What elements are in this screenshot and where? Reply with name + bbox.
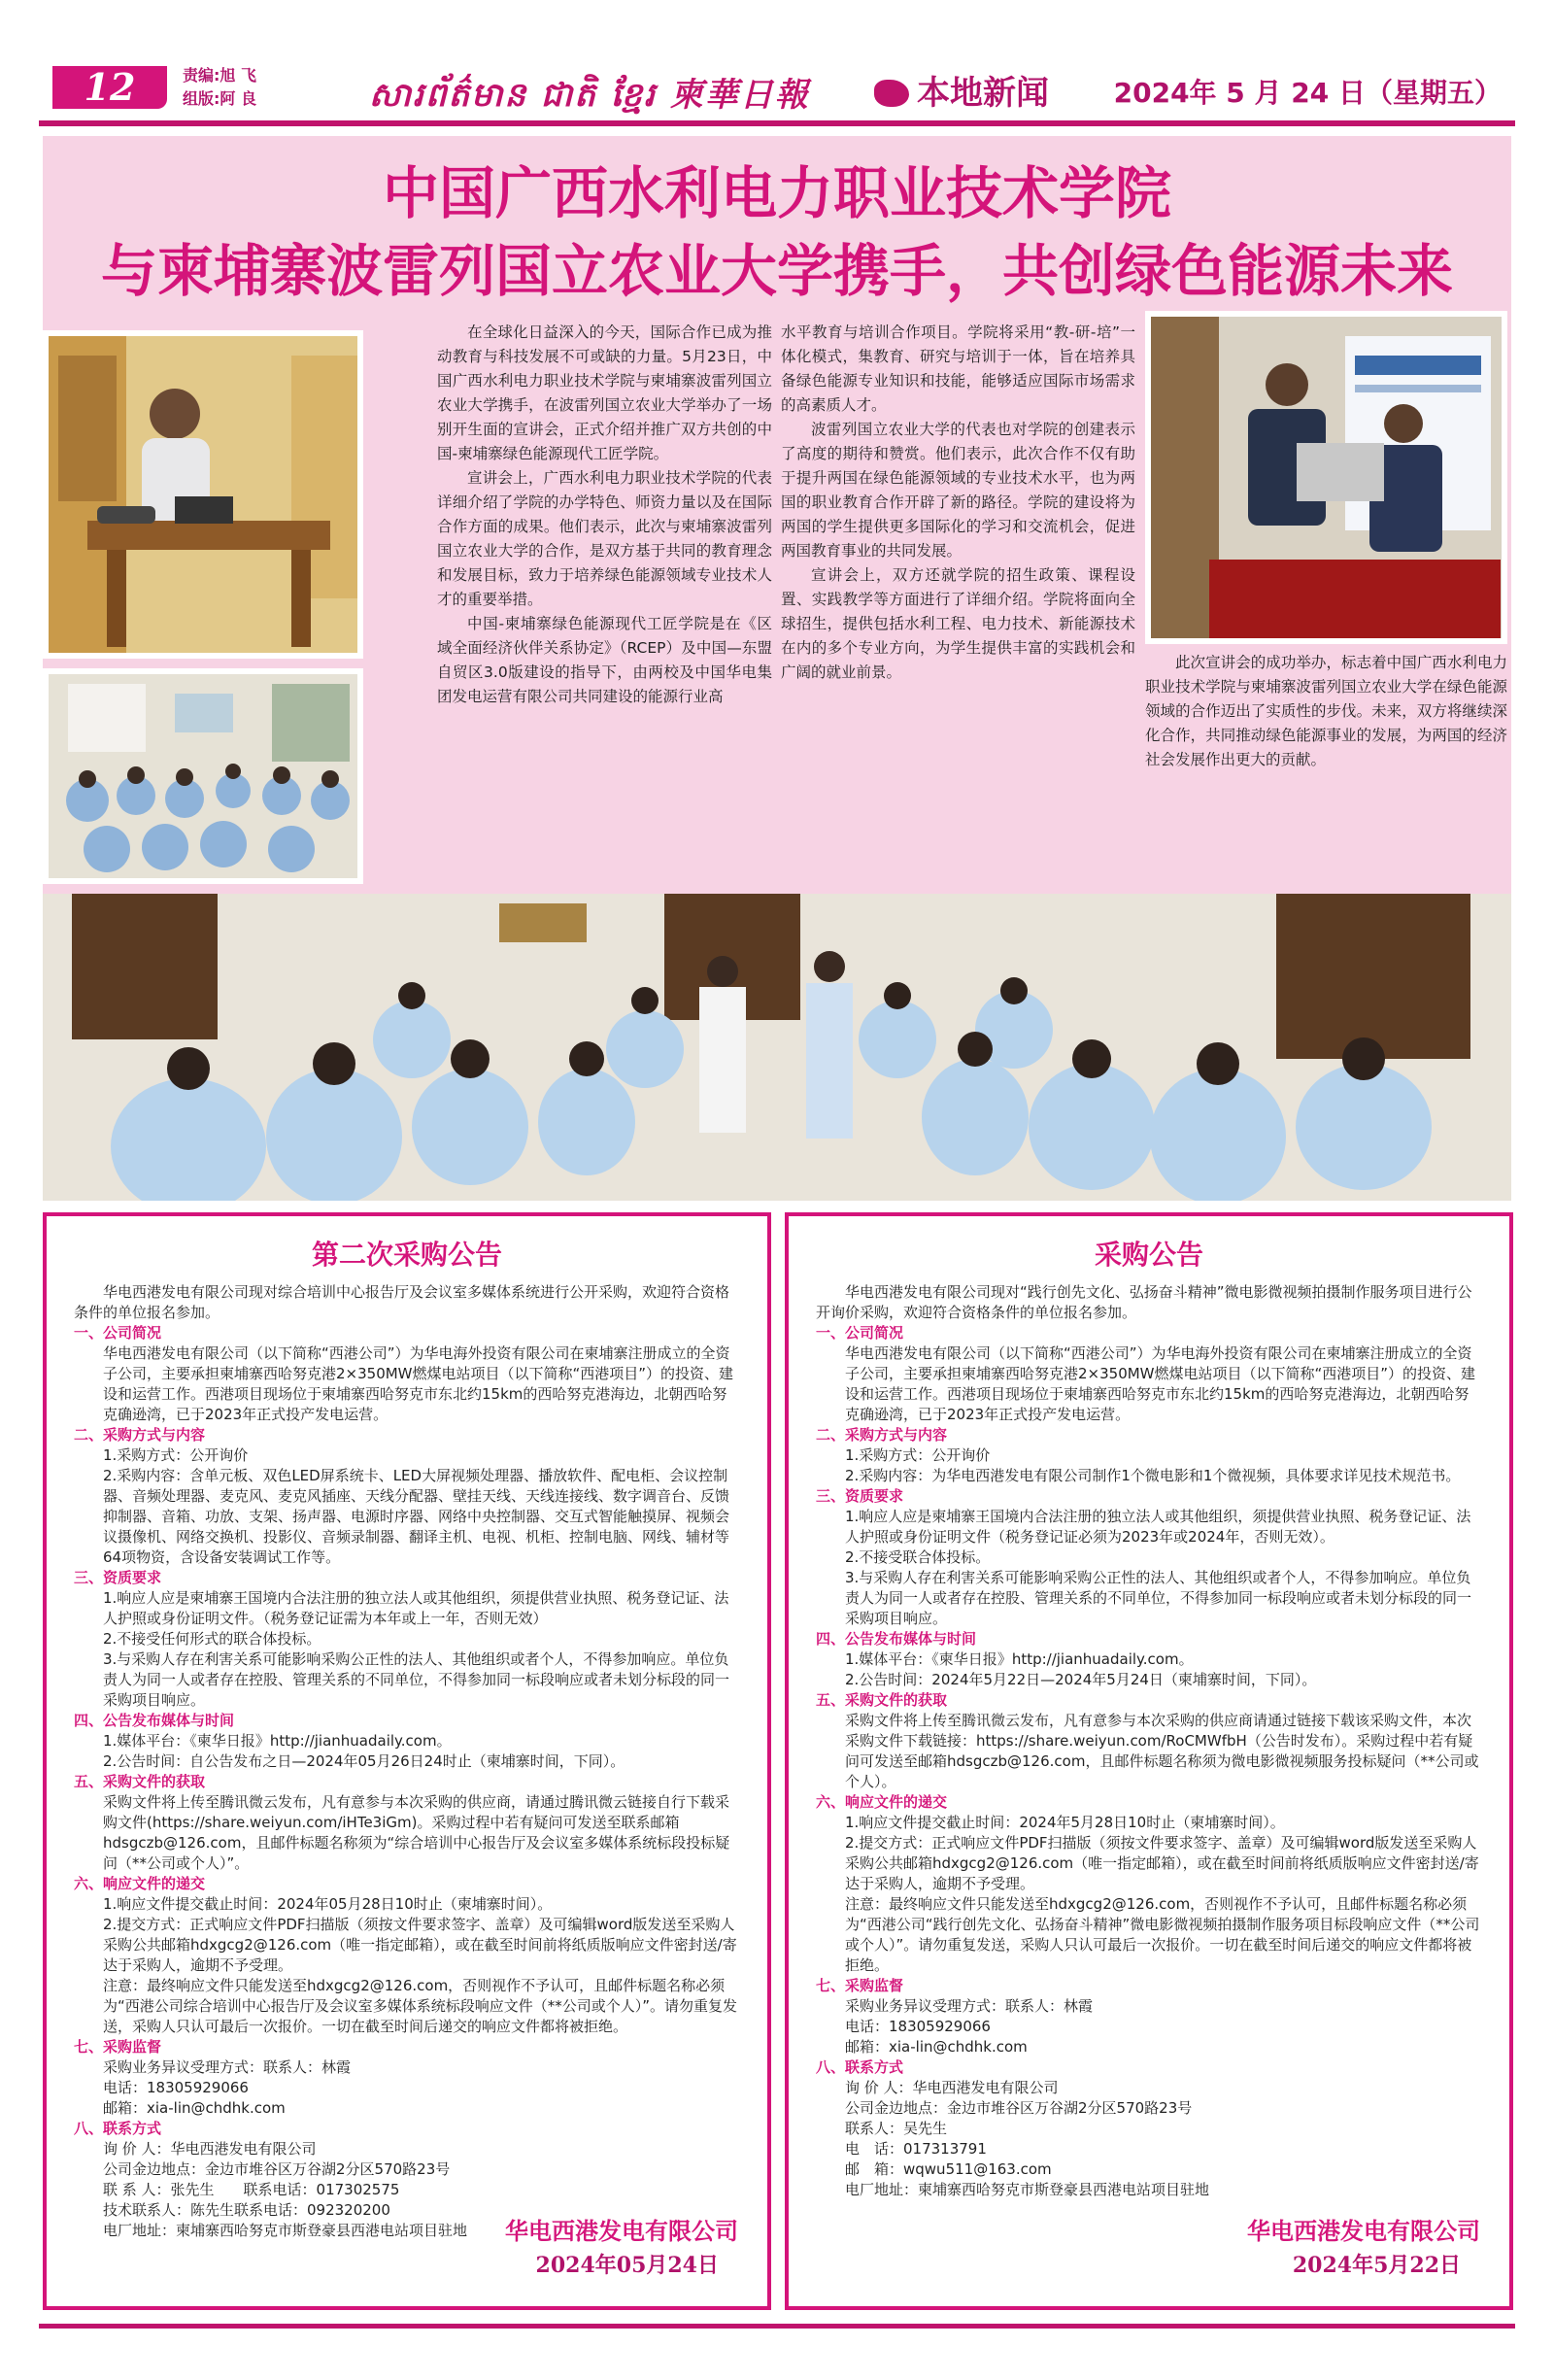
notice-intro: 华电西港发电有限公司现对综合培训中心报告厅及会议室多媒体系统进行公开采购，欢迎符合资格条件的单位报名参加。: [74, 1283, 730, 1321]
notice-line: 电厂地址：柬埔寨西哈努克市斯登豪县西港电站项目驻地: [103, 2222, 468, 2239]
article-paragraph: 此次宣讲会的成功举办，标志着中国广西水利电力职业技术学院与柬埔寨波雷列国立农业大学在绿色能源领域的合作迈出了实质性的步伐。未来，双方将继续深化合作，共同推动绿色能源事业的发展，为两国的经济社会发展作出更大的贡献。: [1145, 654, 1507, 768]
notice-section-heading: 四、公告发布媒体与时间: [816, 1630, 977, 1648]
notice-line: 采购文件将上传至腾讯微云发布，凡有意参与本次采购的供应商，请通过腾讯微云链接自行下载采购文件(https://share.weiyun.com/iHTe3iGm)。采购过程中若有疑问可发送至联系邮箱hdsgczb@126.com，且邮件标题名称须为“综合培训中心报告厅及会议室多媒体系统标段投标疑问（**公司或个人）”。: [103, 1793, 730, 1872]
notice-line: 电厂地址：柬埔寨西哈努克市斯登豪县西港电站项目驻地: [845, 2181, 1210, 2198]
notice-line: 公司金边地点：金边市堆谷区万谷湖2分区570路23号: [103, 2160, 451, 2178]
notice-line: 1.媒体平台：《柬华日报》http://jianhuadaily.com。: [103, 1732, 452, 1750]
article-headline-line2: 与柬埔寨波雷列国立农业大学携手，共创绿色能源未来: [100, 238, 1453, 304]
article-paragraph: 水平教育与培训合作项目。学院将采用“教-研-培”一体化模式，集教育、研究与培训于一体，旨在培养具备绿色能源专业知识和技能，能够适应国际市场需求的高素质人才。: [781, 323, 1135, 414]
classroom-photo: [43, 668, 363, 884]
notice-body: [789, 1282, 1509, 2200]
notice-section-heading: 七、采购监督: [74, 2038, 162, 2056]
notice-line: 1.媒体平台：《柬华日报》http://jianhuadaily.com。: [845, 1650, 1194, 1668]
header-divider: [39, 120, 1515, 126]
notice-line: 2.公告时间：自公告发布之日—2024年05月26日24时止（柬埔寨时间，下同）。: [103, 1752, 625, 1770]
notice-section-heading: 四、公告发布媒体与时间: [74, 1712, 235, 1729]
article-paragraph: 宣讲会上，广西水利电力职业技术学院的代表详细介绍了学院的办学特色、师资力量以及在国际合作方面的成果。他们表示，此次与柬埔寨波雷列国立农业大学的合作，是双方基于共同的教育理念和发展目标，致力于培养绿色能源领域专业技术人才的重要举措。: [437, 469, 772, 608]
notice-line: 华电西港发电有限公司（以下简称“西港公司”）为华电海外投资有限公司在柬埔寨注册成立的全资子公司，主要承担柬埔寨西哈努克港2×350MW燃煤电站项目（以下简称“西港项目”）的投资、建设和运营工作。西港项目现场位于柬埔寨西哈努克市东北约15km的西哈努克港海边，北朝西哈努克确逊湾，已于2023年正式投产发电运营。: [845, 1344, 1476, 1423]
editor-name: 责编:旭 飞: [183, 66, 256, 85]
notice-signature: 华电西港发电有限公司: [1247, 2218, 1480, 2245]
article-paragraph: 中国-柬埔寨绿色能源现代工匠学院是在《区域全面经济伙伴关系协定》（RCEP）及中国—东盟自贸区3.0版建设的指导下，由两校及中国华电集团发电运营有限公司共同建设的能源行业高: [437, 615, 772, 705]
issue-date: 2024年 5 月 24 日（星期五）: [1113, 77, 1502, 109]
notice-line: 技术联系人：陈先生联系电话：092320200: [103, 2201, 390, 2219]
notice-line: 联 系 人：张先生 联系电话：017302575: [103, 2181, 400, 2198]
procurement-notice-right: [785, 1212, 1513, 2310]
article-paragraph: 宣讲会上，双方还就学院的招生政策、课程设置、实践教学等方面进行了详细介绍。学院将面向全球招生，提供包括水利工程、电力技术、新能源技术在内的多个专业方向，为学生提供丰富的实践机会和广阔的就业前景。: [781, 566, 1135, 681]
notice-line: 注意：最终响应文件只能发送至hdxgcg2@126.com，否则视作不予认可，且邮件标题名称必须为“西港公司综合培训中心报告厅及会议室多媒体系统标段响应文件（**公司或个人）”。请勿重复发送，采购人只认可最后一次报价。一切在截至时间后递交的响应文件都将被拒绝。: [103, 1977, 738, 2035]
notice-line: 电话：18305929066: [845, 2018, 991, 2035]
notice-date: 2024年5月22日: [1292, 2253, 1461, 2278]
notice-line: 1.响应人应是柬埔寨王国境内合法注册的独立法人或其他组织，须提供营业执照、税务登记证、法人护照或身份证明文件（税务登记证必须为2023年或2024年，否则无效）。: [845, 1508, 1471, 1546]
notice-line: 邮 箱：wqwu511@163.com: [845, 2160, 1052, 2178]
layout-name: 组版:阿 良: [183, 89, 256, 108]
notice-line: 2.采购内容：为华电西港发电有限公司制作1个微电影和1个微视频，具体要求详见技术规范书。: [845, 1467, 1461, 1484]
notice-section-heading: 二、采购方式与内容: [74, 1426, 206, 1444]
notice-section-heading: 三、资质要求: [816, 1487, 904, 1505]
notice-line: 询 价 人：华电西港发电有限公司: [845, 2079, 1059, 2096]
article-headline-line1: 中国广西水利电力职业技术学院: [382, 160, 1171, 226]
notice-lines: [816, 1323, 1480, 2200]
notice-line: 1.响应文件提交截止时间：2024年5月28日10时止（柬埔寨时间）。: [845, 1814, 1285, 1831]
notice-section-heading: 五、采购文件的获取: [74, 1773, 206, 1790]
notice-section-heading: 二、采购方式与内容: [816, 1426, 948, 1444]
notice-line: 1.采购方式：公开询价: [845, 1446, 991, 1464]
notice-date: 2024年05月24日: [535, 2253, 719, 2278]
notice-section-heading: 五、采购文件的获取: [816, 1691, 948, 1709]
procurement-notice-left: [43, 1212, 771, 2310]
notice-signature: 华电西港发电有限公司: [505, 2218, 738, 2245]
notice-line: 2.提交方式：正式响应文件PDF扫描版（须按文件要求签字、盖章）及可编辑word版发送至采购人采购公共邮箱hdxgcg2@126.com（唯一指定邮箱），或在截至时间前将纸质版响应文件密封送/寄达于采购人，逾期不予受理。: [845, 1834, 1479, 1892]
notice-line: 3.与采购人存在利害关系可能影响采购公正性的法人、其他组织或者个人，不得参加响应。单位负责人为同一人或者存在控股、管理关系的不同单位，不得参加同一标段响应或者未划分标段的同一采购项目响应。: [103, 1650, 730, 1709]
article-paragraph: 波雷列国立农业大学的代表也对学院的创建表示了高度的期待和赞赏。他们表示，此次合作不仅有助于提升两国在绿色能源领域的专业技术水平，也为两国的职业教育合作开辟了新的路径。学院的建设将为两国的学生提供更多国际化的学习和交流机会，促进两国教育事业的共同发展。: [781, 421, 1135, 560]
notice-section-heading: 三、资质要求: [74, 1569, 162, 1586]
notice-section-heading: 八、联系方式: [816, 2058, 904, 2076]
editor-credits: [183, 64, 256, 111]
cambodia-map-icon: [874, 80, 909, 107]
page-number: 12: [52, 66, 167, 109]
notice-line: 2.采购内容：含单元板、双色LED屏系统卡、LED大屏视频处理器、播放软件、配电柜、会议控制器、音频处理器、麦克风、麦克风插座、天线分配器、壁挂天线、天线连接线、数字调音台、反馈抑制器、音箱、功放、支架、扬声器、电源时序器、网络中央控制器、交互式智能触摸屏、视频会议摄像机、网络交换机、投影仪、音频录制器、翻译主机、电视、机柜、控制电脑、网线、辅材等64项物资，含设备安装调试工作等。: [103, 1467, 730, 1566]
page-header: [39, 62, 1515, 117]
section-label: 本地新闻: [917, 74, 1049, 113]
notice-line: 电话：18305929066: [103, 2079, 249, 2096]
notice-section-heading: 八、联系方式: [74, 2120, 162, 2137]
section-title: [874, 66, 1049, 114]
notice-line: 询 价 人：华电西港发电有限公司: [103, 2140, 317, 2158]
notice-body: [47, 1282, 767, 2241]
notice-line: 电 话：017313791: [845, 2140, 987, 2158]
article-column-3: [1145, 651, 1507, 772]
notice-line: 1.响应文件提交截止时间：2024年05月28日10时止（柬埔寨时间）。: [103, 1895, 553, 1913]
notice-title: 采购公告: [1094, 1239, 1203, 1271]
notice-line: 华电西港发电有限公司（以下简称“西港公司”）为华电海外投资有限公司在柬埔寨注册成立的全资子公司，主要承担柬埔寨西哈努克港2×350MW燃煤电站项目（以下简称“西港项目”）的投资、建设和运营工作。西港项目现场位于柬埔寨西哈努克市东北约15km的西哈努克港海边，北朝西哈努克确逊湾，已于2023年正式投产发电运营。: [103, 1344, 734, 1423]
notice-section-heading: 一、公司简况: [74, 1324, 162, 1342]
news-article: [43, 136, 1511, 1201]
notice-line: 采购业务异议受理方式：联系人：林霞: [845, 1997, 1094, 2015]
notice-line: 邮箱：xia-lin@chdhk.com: [845, 2038, 1028, 2056]
notice-section-heading: 一、公司简况: [816, 1324, 904, 1342]
footer-divider: [39, 2324, 1515, 2329]
group-photo: [43, 894, 1511, 1201]
notice-line: 采购业务异议受理方式：联系人：林霞: [103, 2058, 352, 2076]
notice-line: 采购文件将上传至腾讯微云发布，凡有意参与本次采购的供应商请通过链接下载该采购文件，本次采购文件下载链接：https://share.weiyun.com/RoCMWfbH（公告时发布）。采购过程中若有疑问可发送至邮箱hdsgczb@126.com，且邮件标题名称须为微电影微视频服务投标疑问（**公司或个人）。: [845, 1712, 1479, 1790]
notice-line: 2.不接受任何形式的联合体投标。: [103, 1630, 321, 1648]
article-column-1: [437, 321, 772, 709]
notice-title: 第二次采购公告: [311, 1239, 502, 1271]
article-column-2: [781, 321, 1135, 685]
notice-line: 注意：最终响应文件只能发送至hdxgcg2@126.com，否则视作不予认可，且邮件标题名称必须为“西港公司“践行创先文化、弘扬奋斗精神”微电影微视频拍摄制作服务项目标段响应文件（**公司或个人）”。请勿重复发送，采购人只认可最后一次报价。一切在截至时间后递交的响应文件都将被拒绝。: [845, 1895, 1480, 1974]
notice-line: 2.提交方式：正式响应文件PDF扫描版（须按文件要求签字、盖章）及可编辑word版发送至采购人采购公共邮箱hdxgcg2@126.com（唯一指定邮箱），或在截至时间前将纸质版响应文件密封送/寄达于采购人，逾期不予受理。: [103, 1916, 737, 1974]
notice-lines: [74, 1323, 738, 2241]
signing-ceremony-photo: [1145, 311, 1507, 644]
notice-line: 3.与采购人存在利害关系可能影响采购公正性的法人、其他组织或者个人，不得参加响应。单位负责人为同一人或者存在控股、管理关系的不同单位，不得参加同一标段响应或者未划分标段的同一采购项目响应。: [845, 1569, 1472, 1627]
notice-section-heading: 六、响应文件的递交: [74, 1875, 206, 1892]
notice-intro: 华电西港发电有限公司现对“践行创先文化、弘扬奋斗精神”微电影微视频拍摄制作服务项目进行公开询价采购，欢迎符合资格条件的单位报名参加。: [816, 1283, 1472, 1321]
notice-line: 1.响应人应是柬埔寨王国境内合法注册的独立法人或其他组织，须提供营业执照、税务登记证、法人护照或身份证明文件。（税务登记证需为本年或上一年，否则无效）: [103, 1589, 729, 1627]
notice-section-heading: 六、响应文件的递交: [816, 1793, 948, 1811]
newspaper-masthead: សារព័ត៌មាន ជាតិ ខ្មែរ 柬華日報: [369, 76, 810, 115]
notice-line: 公司金边地点：金边市堆谷区万谷湖2分区570路23号: [845, 2099, 1193, 2117]
notice-line: 2.不接受联合体投标。: [845, 1548, 991, 1566]
notice-line: 联系人：吴先生: [845, 2120, 948, 2137]
notice-line: 1.采购方式：公开询价: [103, 1446, 249, 1464]
speaker-photo: [43, 330, 363, 659]
notice-line: 2.公告时间：2024年5月22日—2024年5月24日（柬埔寨时间，下同）。: [845, 1671, 1317, 1688]
notice-line: 邮箱：xia-lin@chdhk.com: [103, 2099, 286, 2117]
notice-section-heading: 七、采购监督: [816, 1977, 904, 1994]
article-paragraph: 在全球化日益深入的今天，国际合作已成为推动教育与科技发展不可或缺的力量。5月23日，中国广西水利电力职业技术学院与柬埔寨波雷列国立农业大学携手，在波雷列国立农业大学举办了一场别开生面的宣讲会，正式介绍并推广双方共创的中国-柬埔寨绿色能源现代工匠学院。: [437, 323, 772, 462]
